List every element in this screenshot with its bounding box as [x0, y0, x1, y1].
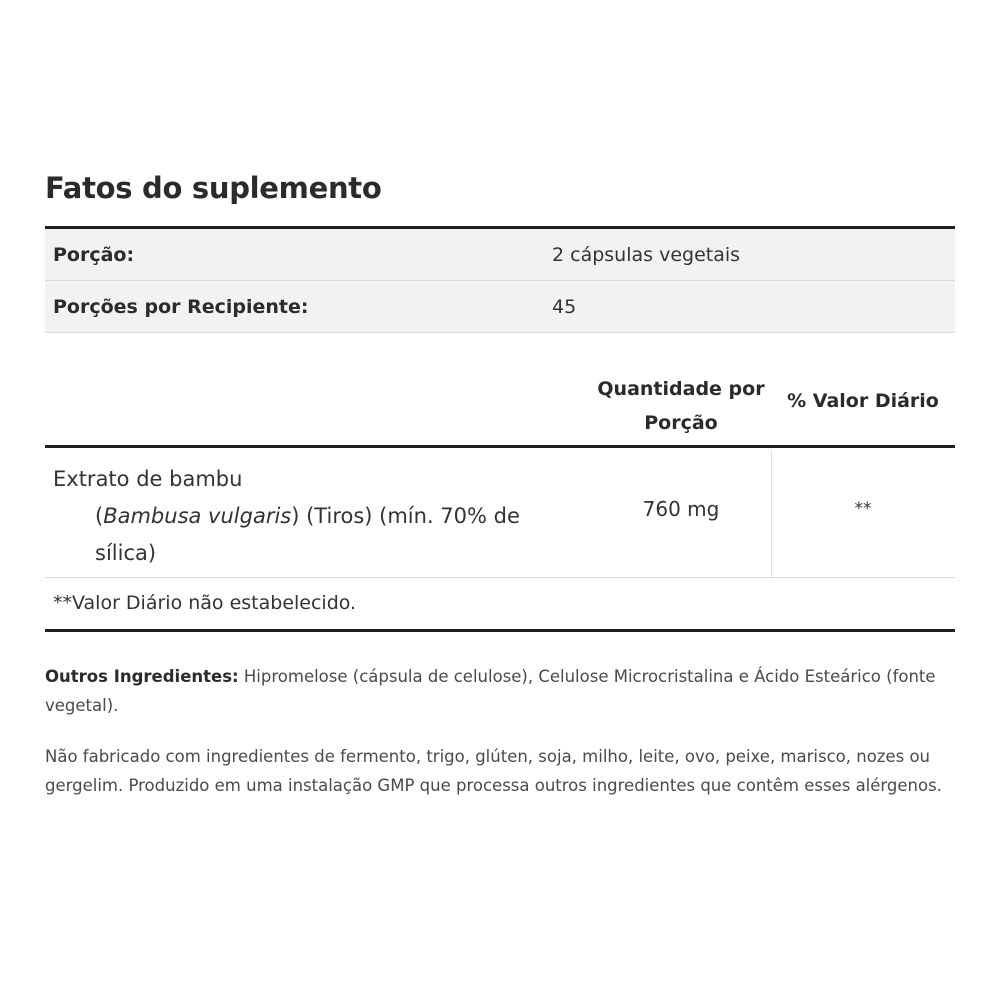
ingredient-latin-name: Bambusa vulgaris [103, 504, 292, 528]
allergen-note: Não fabricado com ingredientes de fermento, trigo, glúten, soja, milho, leite, ovo, peixe, marisco, nozes ou gergelim. Produzido em uma instalação GMP que processa outros ingredientes que contêm esses alérgenos. [45, 747, 942, 795]
ingredient-detail-line [53, 498, 563, 535]
serving-size-row [45, 229, 955, 281]
amount-header-line1: Quantidade por [597, 378, 765, 400]
amount-header-line2: Porção [644, 412, 718, 434]
ingredient-amount: 760 mg [642, 497, 720, 521]
servings-per-container-value: 45 [552, 295, 577, 318]
serving-info-table [45, 226, 955, 333]
other-ingredients-label: Outros Ingredientes: [45, 667, 239, 686]
serving-size-label: Porção: [53, 243, 135, 266]
daily-value-footnote: **Valor Diário não estabelecido. [53, 592, 357, 614]
ingredient-name [53, 461, 563, 572]
ingredient-detail-line3: sílica) [95, 541, 157, 565]
panel-title: Fatos do suplemento [45, 171, 382, 205]
servings-per-container-row [45, 281, 955, 333]
ingredient-row [45, 451, 955, 578]
ingredient-detail-rest: ) (Tiros) (mín. 70% de [291, 504, 520, 528]
serving-size-value: 2 cápsulas vegetais [552, 243, 741, 266]
amount-per-serving-header [593, 372, 769, 440]
other-ingredients-paragraph [45, 662, 955, 720]
servings-per-container-label: Porções por Recipiente: [53, 295, 309, 318]
ingredient-daily-value: ** [854, 499, 872, 519]
ingredient-common-name: Extrato de bambu [53, 467, 243, 491]
other-ingredients-text: Hipromelose (cápsula de celulose), Celulose Microcristalina e Ácido Esteárico (fonte vegetal). [45, 667, 936, 715]
daily-value-header: % Valor Diário [787, 390, 939, 412]
daily-value-footnote-row [45, 578, 955, 632]
column-header-row [45, 366, 955, 448]
ingredient-open-paren: ( [95, 504, 104, 528]
